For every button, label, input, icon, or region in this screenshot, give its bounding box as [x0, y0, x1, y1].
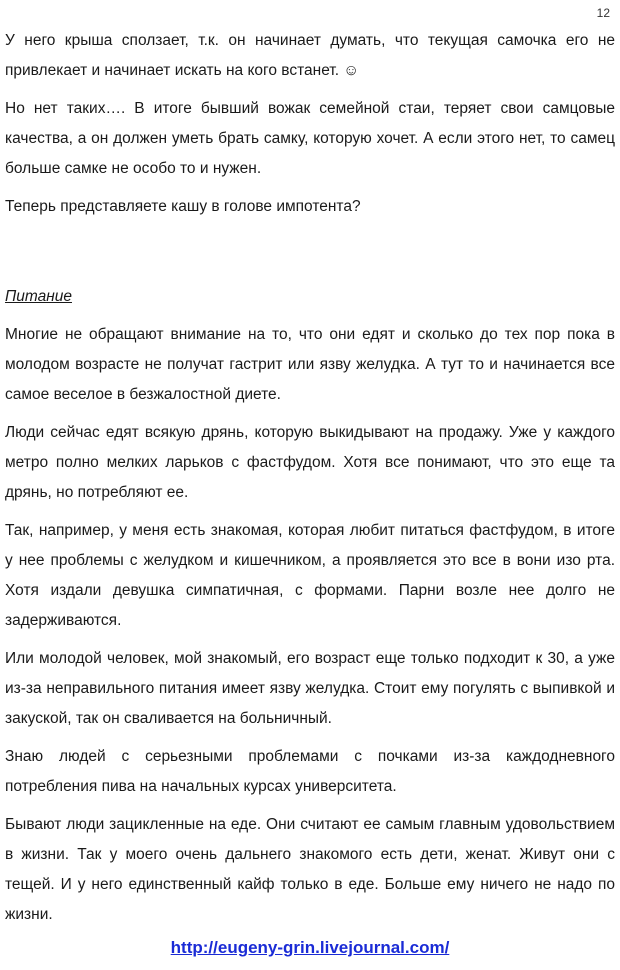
- paragraph: Знаю людей с серьезными проблемами с почками из-за каждодневного потребления пива на начальных курсах университета.: [5, 748, 615, 795]
- page-number: 12: [596, 6, 610, 20]
- footer-link[interactable]: http://eugeny-grin.livejournal.com/: [170, 938, 450, 957]
- footer: [0, 938, 620, 958]
- paragraph: Многие не обращают внимание на то, что они едят и сколько до тех пор пока в молодом возрасте не получат гастрит или язву желудка. А тут то и начинается все самое веселое в безжалостной диете.: [5, 326, 615, 403]
- paragraph: Теперь представляете кашу в голове импотента?: [5, 198, 361, 215]
- paragraph: Люди сейчас едят всякую дрянь, которую выкидывают на продажу. Уже у каждого метро полно мелких ларьков с фастфудом. Хотя все понимают, что это еще та дрянь, но потребляют ее.: [5, 424, 615, 501]
- paragraph: Или молодой человек, мой знакомый, его возраст еще только подходит к 30, а уже из-за неправильного питания имеет язву желудка. Стоит ему погулять с выпивкой и закуской, так он сваливается на больничный.: [5, 650, 615, 727]
- section-spacer: [5, 230, 615, 282]
- document-body: [5, 26, 615, 938]
- paragraph: Так, например, у меня есть знакомая, которая любит питаться фастфудом, в итоге у нее проблемы с желудком и кишечником, а проявляется это все в вони изо рта. Хотя издали девушка симпатичная, с формами. Парни возле нее долго не задерживаются.: [5, 522, 615, 629]
- paragraph: У него крыша сползает, т.к. он начинает думать, что текущая самочка его не привлекает и начинает искать на кого встанет. ☺: [5, 32, 615, 79]
- paragraph: Но нет таких…. В итоге бывший вожак семейной стаи, теряет свои самцовые качества, а он должен уметь брать самку, которую хочет. А если этого нет, то самец больше самке не особо то и нужен.: [5, 100, 615, 177]
- section-heading: Питание: [5, 288, 72, 305]
- paragraph: Бывают люди зацикленные на еде. Они считают ее самым главным удовольствием в жизни. Так у моего очень дальнего знакомого есть дети, женат. Живут они с тещей. И у него единственный кайф только в еде. Больше ему ничего не надо по жизни.: [5, 816, 615, 923]
